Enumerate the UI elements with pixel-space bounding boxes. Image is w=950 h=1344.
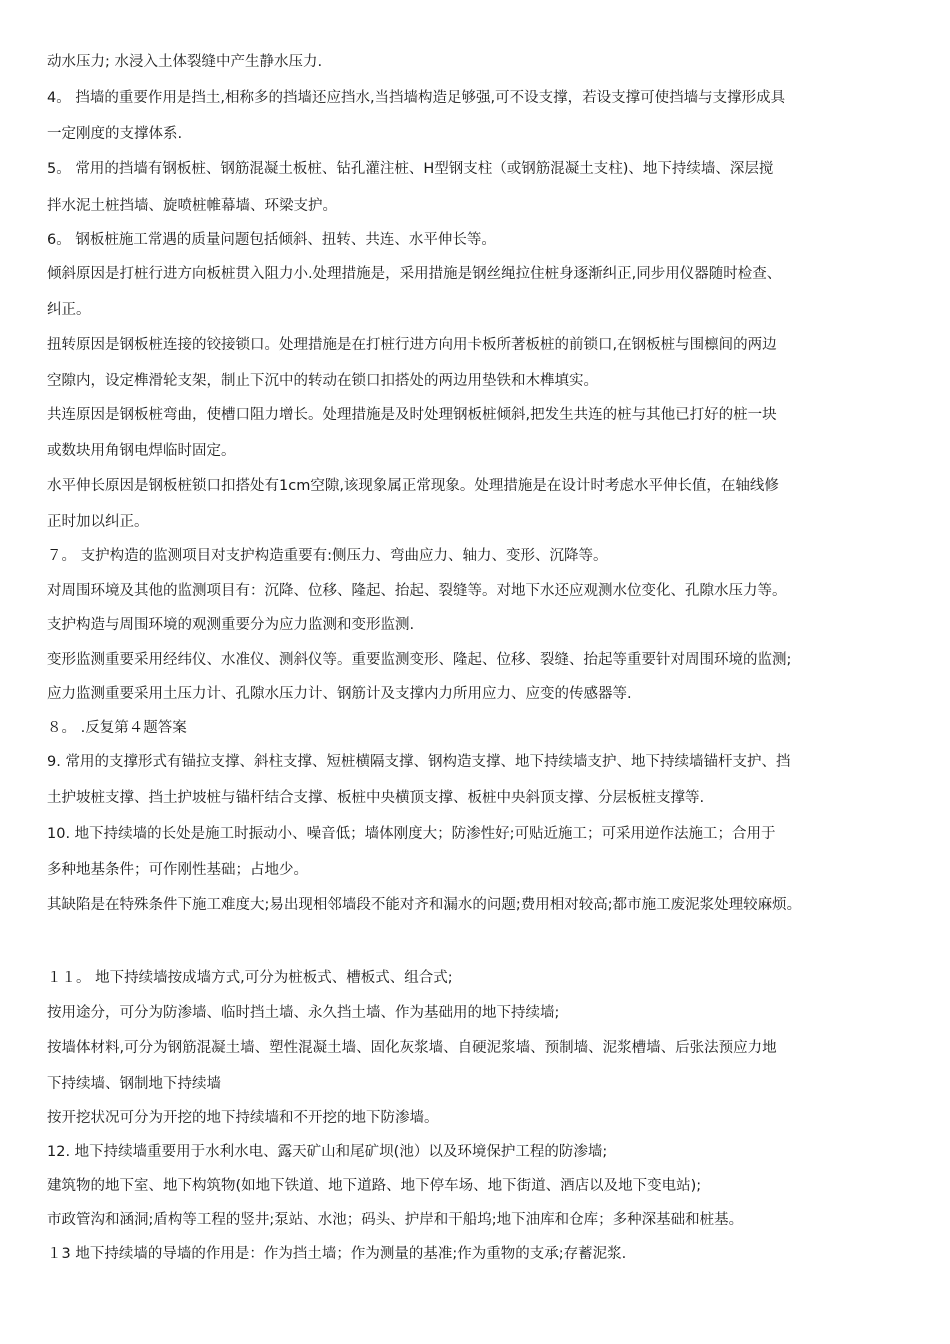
text-line: 市政管沟和涵洞;盾构等工程的竖井;泵站、水池；码头、护岸和干船坞;地下油库和仓库；多种深基础和桩基。: [47, 1212, 744, 1228]
text-line: 共连原因是钢板桩弯曲，使槽口阻力增长。处理措施是及时处理钢板桩倾斜,把发生共连的桩与其他已打好的桩一块: [47, 407, 777, 423]
text-line: 10. 地下持续墙的长处是施工时振动小、噪音低；墙体刚度大；防渗性好;可贴近施工；可采用逆作法施工；合用于: [47, 826, 776, 842]
text-line: 支护构造与周围环境的观测重要分为应力监测和变形监测.: [47, 617, 415, 633]
text-line: 应力监测重要采用土压力计、孔隙水压力计、钢筋计及支撑内力所用应力、应变的传感器等.: [47, 686, 632, 702]
text-line: １１。 地下持续墙按成墙方式,可分为桩板式、槽板式、组合式;: [47, 970, 453, 986]
text-line: 5。 常用的挡墙有钢板桩、钢筋混凝土板桩、钻孔灌注桩、H型钢支柱（或钢筋混凝土支柱)、地下持续墙、深层搅: [47, 161, 774, 177]
text-line: 建筑物的地下室、地下构筑物(如地下铁道、地下道路、地下停车场、地下街道、酒店以及地下变电站);: [47, 1178, 702, 1194]
text-line: 水平伸长原因是钢板桩锁口扣搭处有1cm空隙,该现象属正常现象。处理措施是在设计时考虑水平伸长值，在轴线修: [47, 478, 779, 494]
text-line: 按用途分，可分为防渗墙、临时挡土墙、永久挡土墙、作为基础用的地下持续墙;: [47, 1005, 560, 1021]
text-line: 变形监测重要采用经纬仪、水准仪、测斜仪等。重要监测变形、隆起、位移、裂缝、抬起等重要针对周围环境的监测;: [47, 652, 792, 668]
text-line: 动水压力; 水浸入土体裂缝中产生静水压力.: [47, 54, 323, 70]
text-line: 倾斜原因是打桩行进方向板桩贯入阻力小.处理措施是，采用措施是钢丝绳拉住桩身逐渐纠正,同步用仪器随时检查、: [47, 266, 782, 282]
text-line: 对周围环境及其他的监测项目有：沉降、位移、隆起、抬起、裂缝等。对地下水还应观测水位变化、孔隙水压力等。: [47, 583, 787, 599]
text-line: 4。 挡墙的重要作用是挡土,相称多的挡墙还应挡水,当挡墙构造足够强,可不设支撑，若设支撑可使挡墙与支撑形成具: [47, 90, 786, 106]
text-line: 按开挖状况可分为开挖的地下持续墙和不开挖的地下防渗墙。: [47, 1110, 439, 1126]
text-line: ８。 .反复第４题答案: [47, 720, 187, 736]
text-line: 9. 常用的支撑形式有锚拉支撑、斜柱支撑、短桩横隔支撑、钢构造支撑、地下持续墙支护、地下持续墙锚杆支护、挡: [47, 754, 791, 770]
text-line: 扭转原因是钢板桩连接的铰接锁口。处理措施是在打桩行进方向用卡板所著板桩的前锁口,在钢板桩与围檩间的两边: [47, 337, 777, 353]
text-line: 按墙体材料,可分为钢筋混凝土墙、塑性混凝土墙、固化灰浆墙、自硬泥浆墙、预制墙、泥浆槽墙、后张法预应力地: [47, 1040, 777, 1056]
text-line: 下持续墙、钢制地下持续墙: [47, 1076, 221, 1092]
text-line: 空隙内，设定榫滑轮支架，制止下沉中的转动在锁口扣搭处的两边用垫铁和木榫填实。: [47, 373, 598, 389]
text-line: 土护坡桩支撑、挡土护坡桩与锚杆结合支撑、板桩中央横顶支撑、板桩中央斜顶支撑、分层板桩支撑等.: [47, 790, 705, 806]
text-line: ７。 支护构造的监测项目对支护构造重要有:侧压力、弯曲应力、轴力、变形、沉降等。: [47, 548, 608, 564]
text-line: 多种地基条件；可作刚性基础；占地少。: [47, 862, 308, 878]
text-line: 一定刚度的支撑体系.: [47, 126, 183, 142]
text-line: 6。 钢板桩施工常遇的质量问题包括倾斜、扭转、共连、水平伸长等。: [47, 232, 496, 248]
text-line: 其缺陷是在特殊条件下施工难度大;易出现相邻墙段不能对齐和漏水的问题;费用相对较高;都市施工废泥浆处理较麻烦。: [47, 897, 802, 913]
text-line: 12. 地下持续墙重要用于水利水电、露天矿山和尾矿坝(池）以及环境保护工程的防渗墙;: [47, 1144, 608, 1160]
text-line: 或数块用角钢电焊临时固定。: [47, 443, 236, 459]
text-line: 正时加以纠正。: [47, 514, 149, 530]
text-line: 纠正。: [47, 302, 91, 318]
text-line: 拌水泥土桩挡墙、旋喷桩帷幕墙、环梁支护。: [47, 198, 337, 214]
text-line: １3 地下持续墙的导墙的作用是：作为挡土墙；作为测量的基准;作为重物的支承;存蓄泥浆.: [47, 1246, 627, 1262]
